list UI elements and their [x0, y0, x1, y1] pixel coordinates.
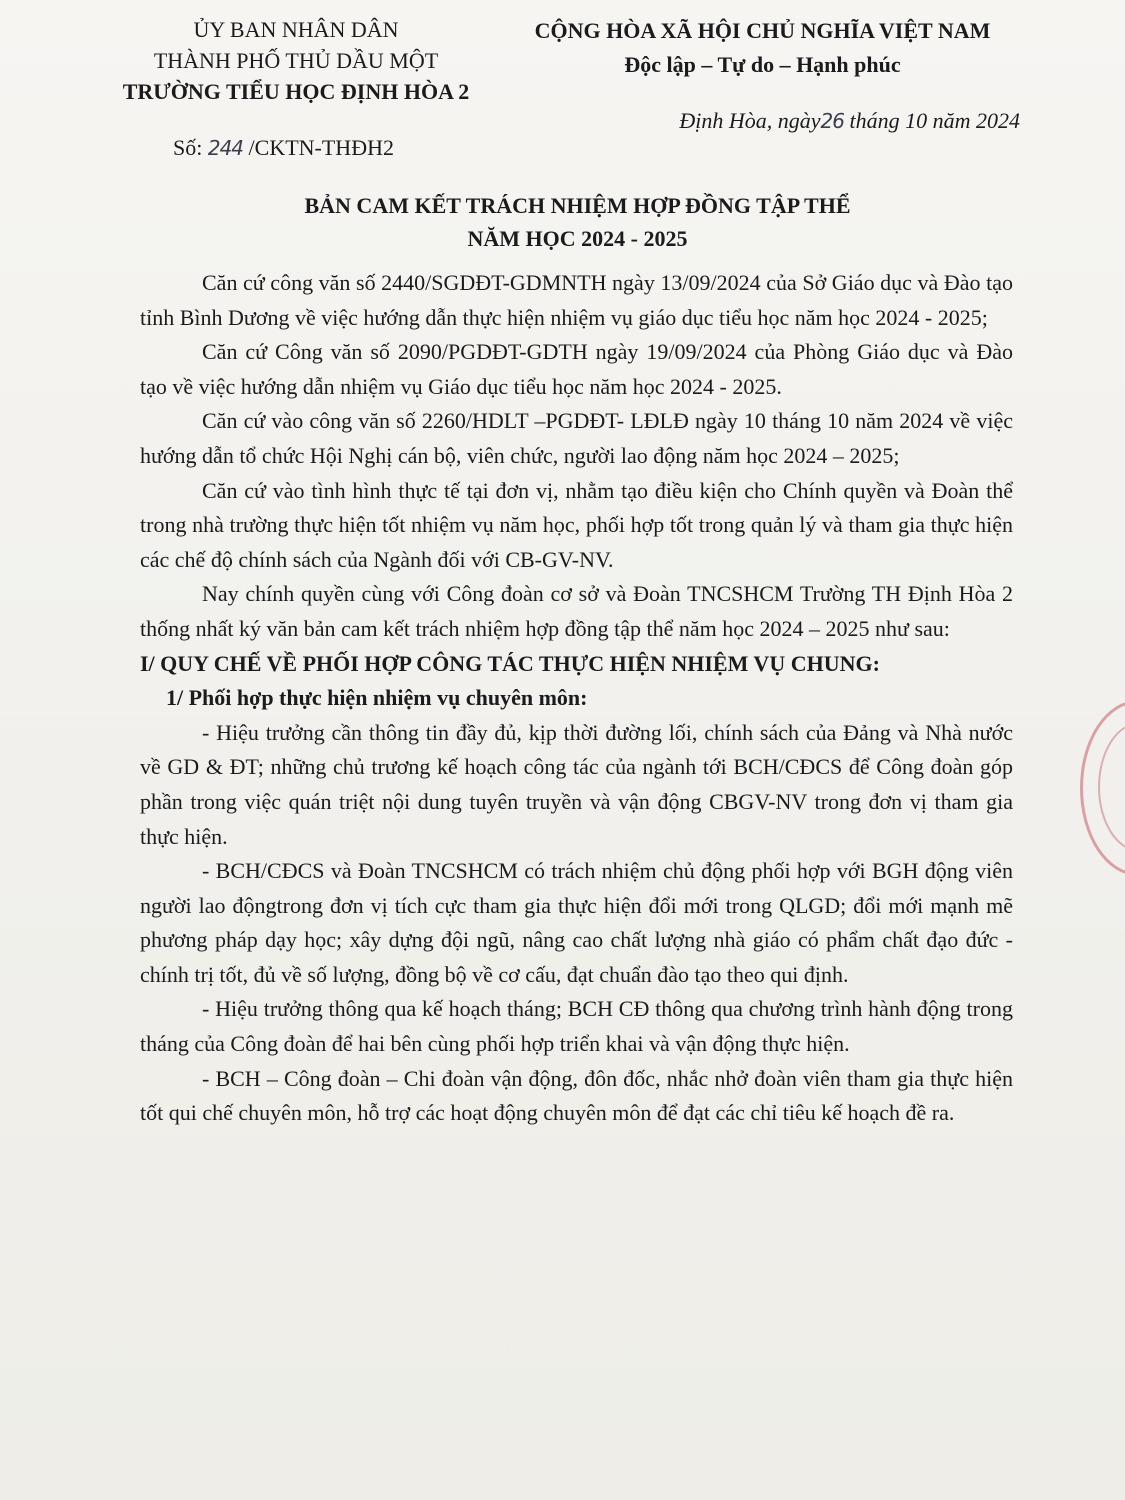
number-value-handwritten: 244 — [207, 136, 244, 160]
issue-date — [560, 108, 1020, 134]
paragraph-legal-basis-3: Căn cứ vào công văn số 2260/HDLT –PGDĐT- LĐLĐ ngày 10 tháng 10 năm 2024 về việc hướng dẫn tổ chức Hội Nghị cán bộ, viên chức, người lao động năm học 2024 – 2025; — [140, 408, 1013, 468]
bullet-item: - BCH – Công đoàn – Chi đoàn vận động, đôn đốc, nhắc nhở đoàn viên tham gia thực hiện tốt qui chế chuyên môn, hỗ trợ các hoạt động chuyên môn để đạt các chỉ tiêu kế hoạch đề ra. — [140, 1065, 1013, 1126]
paragraph-legal-basis-2: Căn cứ Công văn số 2090/PGDĐT-GDTH ngày 19/09/2024 của Phòng Giáo dục và Đào tạo về việc hướng dẫn nhiệm vụ Giáo dục tiểu học năm học 2024 - 2025. — [140, 339, 1013, 399]
document-number — [173, 135, 394, 161]
section-heading: I/ QUY CHẾ VỀ PHỐI HỢP CÔNG TÁC THỰC HIỆN NHIỆM VỤ CHUNG: — [140, 650, 880, 676]
number-prefix: Số: — [173, 135, 203, 160]
document-body — [140, 266, 1013, 1131]
date-day-handwritten: 26 — [820, 109, 844, 133]
national-motto: Độc lập – Tự do – Hạnh phúc — [624, 52, 901, 77]
number-suffix: /CKTN-THĐH2 — [248, 135, 394, 160]
authority-line-1: ỦY BAN NHÂN DÂN — [193, 17, 399, 42]
document-subtitle: NĂM HỌC 2024 - 2025 — [467, 226, 688, 251]
school-name: TRƯỜNG TIỂU HỌC ĐỊNH HÒA 2 — [122, 79, 470, 104]
bullet-item: - Hiệu trưởng thông qua kế hoạch tháng; BCH CĐ thông qua chương trình hành động trong tháng của Công đoàn để hai bên cùng phối hợp triển khai và vận động thực hiện. — [140, 996, 1013, 1057]
paragraph-legal-basis-1: Căn cứ công văn số 2440/SGDĐT-GDMNTH ngày 13/09/2024 của Sở Giáo dục và Đào tạo tỉnh Bình Dương về việc hướng dẫn thực hiện nhiệm vụ giáo dục tiểu học năm học 2024 - 2025; — [140, 270, 1013, 330]
national-title: CỘNG HÒA XÃ HỘI CHỦ NGHĨA VIỆT NAM — [534, 18, 991, 43]
bullet-item: - Hiệu trưởng cần thông tin đầy đủ, kịp thời đường lối, chính sách của Đảng và Nhà nước về GD & ĐT; những chủ trương kế hoạch công tác của ngành tới BCH/CĐCS để Công đoàn góp phần trong việc quán triệt nội dung tuyên truyền và vận động CBGV-NV trong đơn vị tham gia thực hiện. — [140, 719, 1013, 849]
date-prefix: Định Hòa, ngày — [679, 108, 821, 133]
issuing-authority-header — [96, 14, 496, 107]
bullet-item: - BCH/CĐCS và Đoàn TNCSHCM có trách nhiệm chủ động phối hợp với BGH động viên người lao độngtrong đơn vị tích cực tham gia thực hiện đổi mới trong QLGD; đổi mới mạnh mẽ phương pháp dạy học; xây dựng đội ngũ, nâng cao chất lượng nhà giáo có phẩm chất đạo đức - chính trị tốt, đủ về số lượng, đồng bộ về cơ cấu, đạt chuẩn đào tạo theo qui định. — [140, 858, 1013, 987]
document-title: BẢN CAM KẾT TRÁCH NHIỆM HỢP ĐỒNG TẬP THỂ — [304, 193, 851, 218]
national-header — [505, 14, 1020, 82]
date-suffix: tháng 10 năm 2024 — [849, 108, 1020, 133]
authority-line-2: THÀNH PHỐ THỦ DẦU MỘT — [153, 48, 439, 73]
paragraph-context: Căn cứ vào tình hình thực tế tại đơn vị, nhằm tạo điều kiện cho Chính quyền và Đoàn thể trong nhà trường thực hiện tốt nhiệm vụ năm học, phối hợp tốt trong quản lý và tham gia thực hiện các chế độ chính sách của Ngành đối với CB-GV-NV. — [140, 477, 1013, 572]
subsection-heading: 1/ Phối hợp thực hiện nhiệm vụ chuyên môn: — [166, 685, 588, 711]
paragraph-agreement: Nay chính quyền cùng với Công đoàn cơ sở và Đoàn TNCSHCM Trường TH Định Hòa 2 thống nhất ký văn bản cam kết trách nhiệm hợp đồng tập thể năm học 2024 – 2025 như sau: — [140, 581, 1013, 641]
